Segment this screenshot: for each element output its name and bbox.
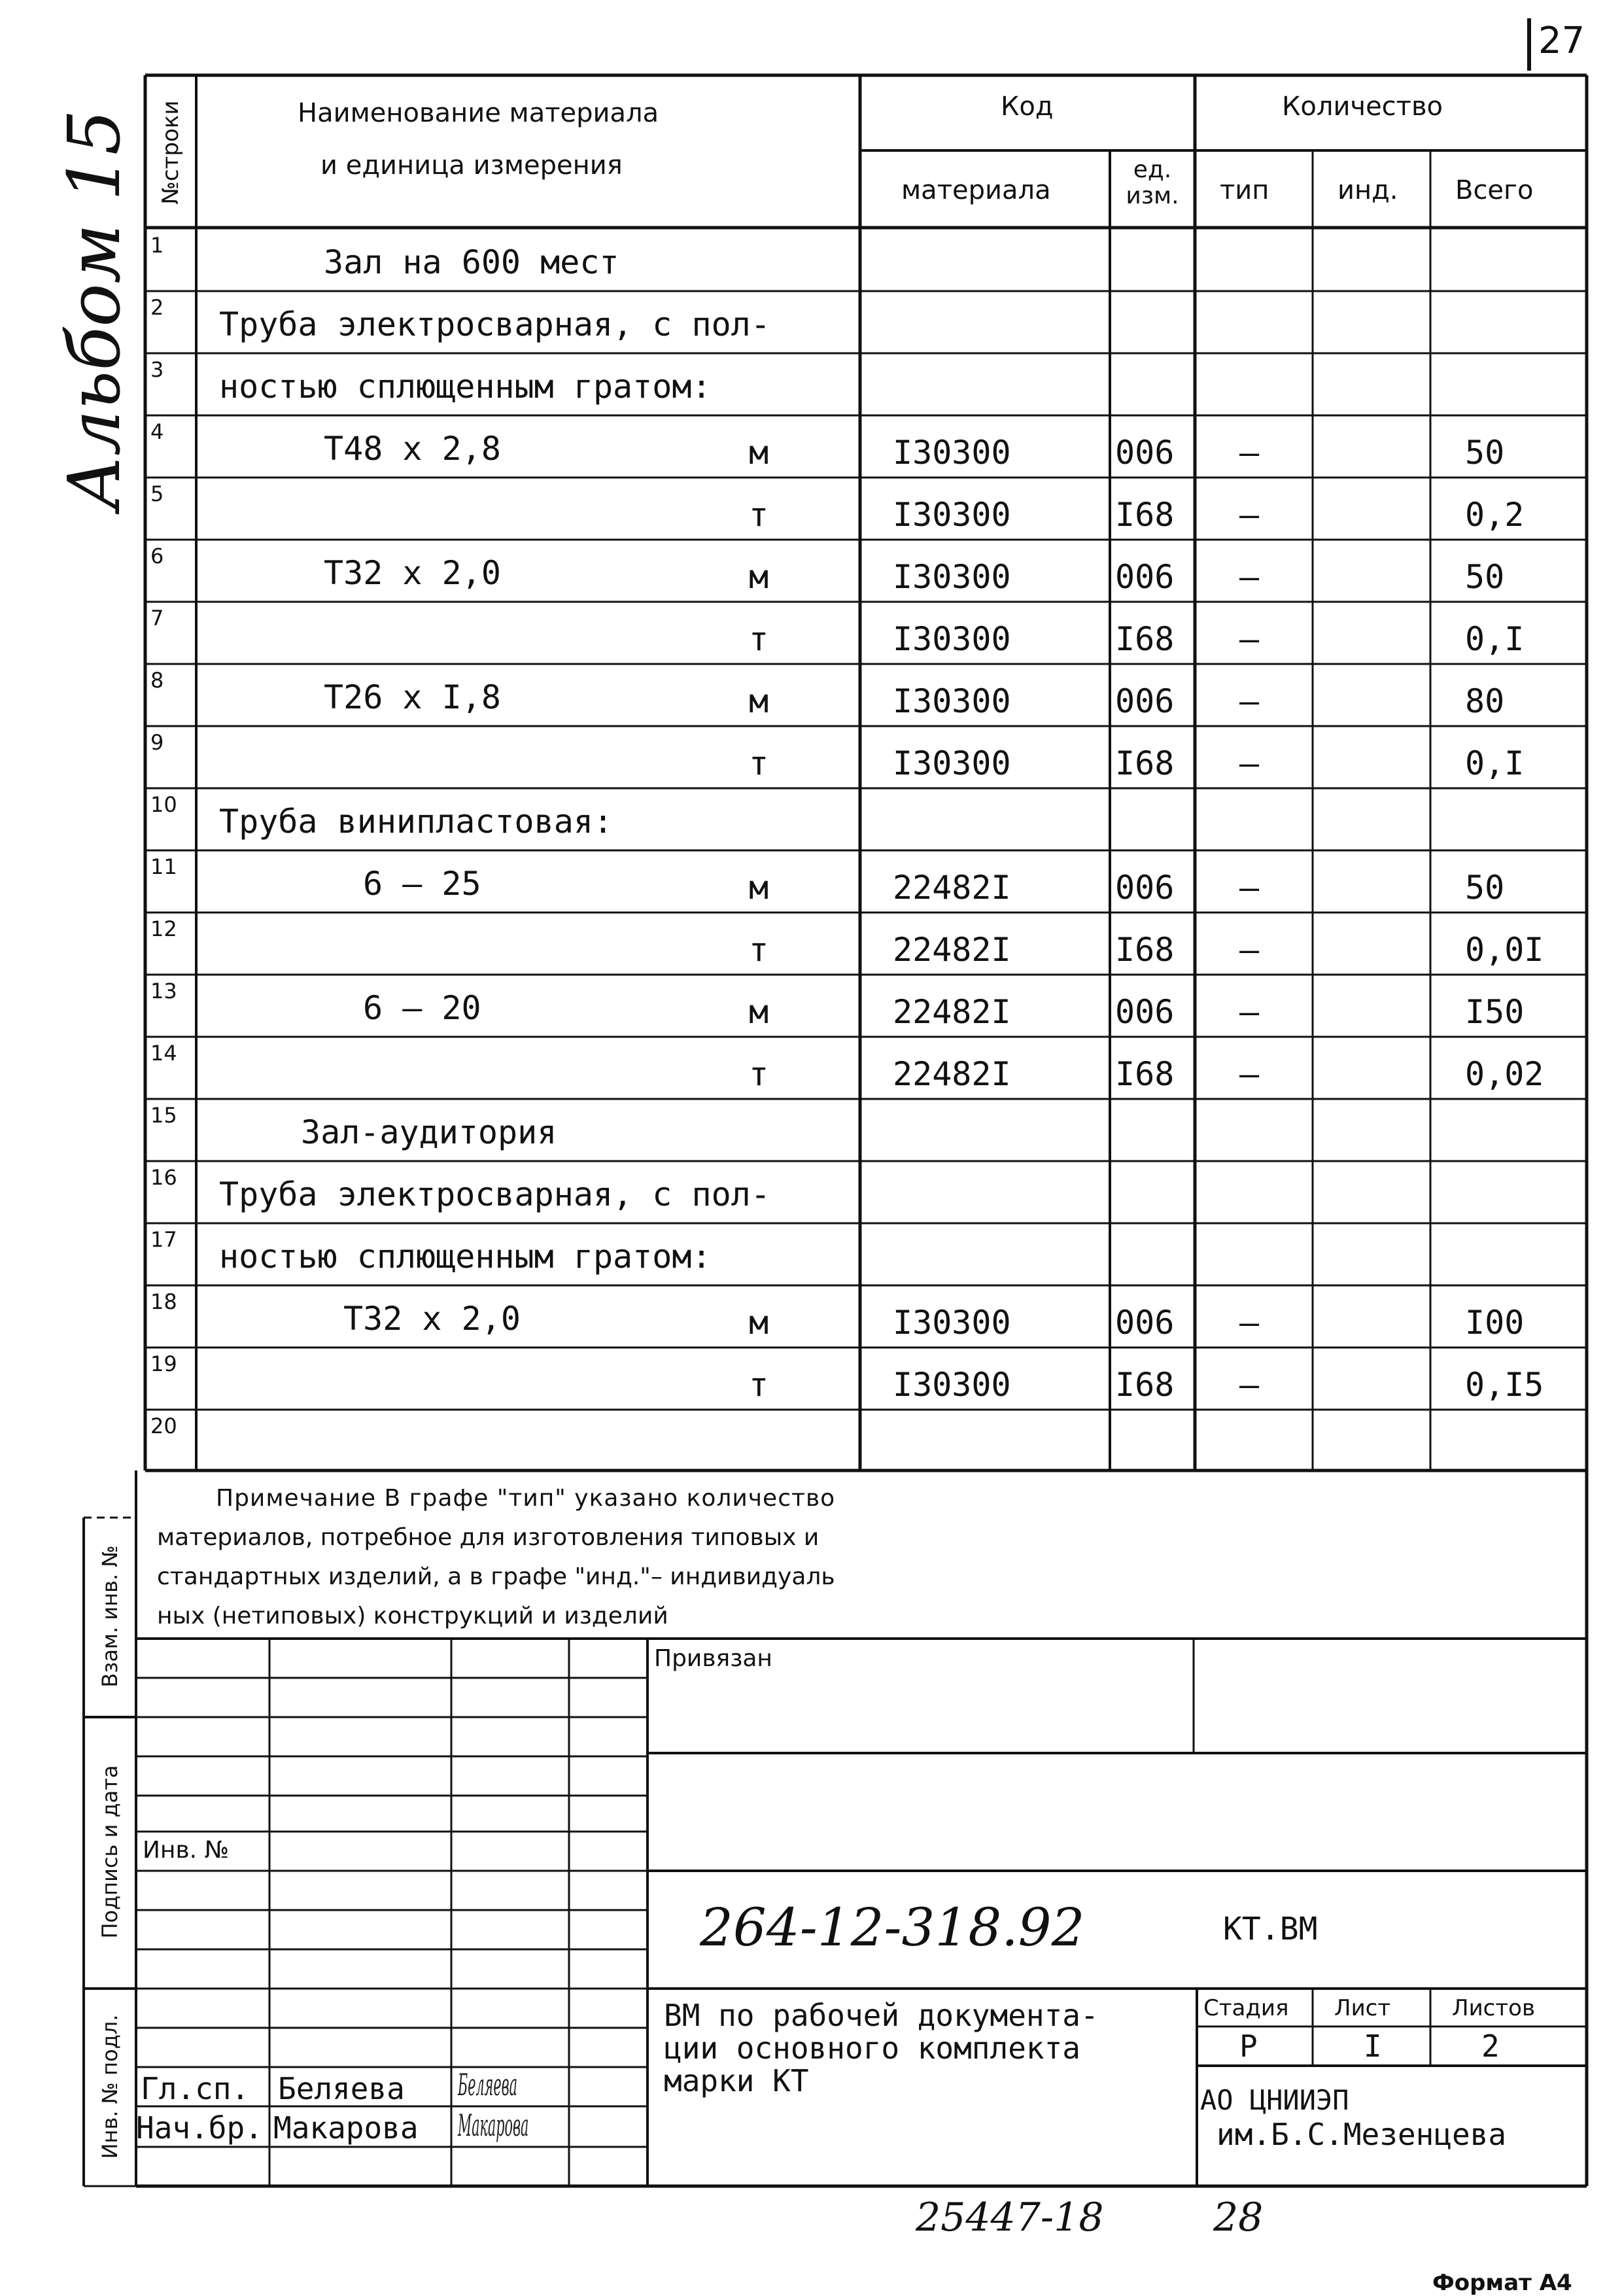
row-unit-code: 006 — [1115, 869, 1175, 907]
row-unit: м — [749, 993, 769, 1031]
row-material-code: 22482I — [893, 869, 1011, 907]
row-number: 12 — [150, 916, 177, 941]
row-type: – — [1239, 434, 1260, 472]
title-line1: ВМ по рабочей документа- — [664, 1998, 1099, 2033]
row-number: 6 — [150, 544, 164, 568]
row-material-code: 22482I — [893, 931, 1011, 969]
row-name: ностью сплющенным гратом: — [219, 368, 712, 406]
stage-value: Р — [1239, 2028, 1258, 2064]
row-unit-code: I68 — [1115, 931, 1175, 969]
row-total: 0,I — [1465, 620, 1525, 658]
note-line4: ных (нетиповых) конструкций и изделий — [157, 1603, 668, 1629]
row-type: – — [1239, 993, 1260, 1031]
sheets-value: 2 — [1481, 2028, 1500, 2064]
row-number: 15 — [150, 1103, 177, 1128]
album-note: Альбом 15 — [52, 109, 136, 510]
row-unit: м — [749, 682, 769, 720]
row-unit-code: I68 — [1115, 496, 1175, 534]
row-name: Т32 х 2,0 — [343, 1300, 521, 1338]
role-gl-sp: Гл.сп. — [141, 2071, 250, 2106]
row-name: Зал-аудитория — [301, 1113, 557, 1151]
note-line1: Примечание В графе "тип" указано количество — [216, 1485, 836, 1512]
row-name: Т48 х 2,8 — [324, 430, 501, 468]
row-number: 14 — [150, 1041, 177, 1066]
vzam-label: Взам. инв. № — [97, 1545, 122, 1688]
row-number: 19 — [150, 1351, 177, 1376]
bottom-number-left: 25447-18 — [916, 2195, 1104, 2240]
row-material-code: I30300 — [893, 1366, 1011, 1404]
name-header-line2: и единица измерения — [320, 150, 623, 181]
row-unit: т — [749, 496, 769, 534]
quantity-header: Количество — [1282, 92, 1443, 122]
sheet-label: Лист — [1334, 1995, 1391, 2021]
signature-makarova — [458, 2108, 615, 2143]
total-header: Всего — [1455, 175, 1534, 205]
code-header: Код — [1001, 92, 1054, 122]
org-line1: АО ЦНИИЭП — [1200, 2084, 1349, 2116]
row-unit: т — [749, 931, 769, 969]
row-unit: т — [749, 1055, 769, 1093]
ind-header: инд. — [1337, 175, 1398, 205]
type-header: тип — [1220, 175, 1269, 205]
note-line2: материалов, потребное для изготовления типовых и — [157, 1524, 820, 1551]
row-type: – — [1239, 869, 1260, 907]
row-total: 0,02 — [1465, 1055, 1544, 1093]
row-total: I50 — [1465, 993, 1525, 1031]
row-unit: м — [749, 1304, 769, 1342]
row-total: 50 — [1465, 869, 1505, 907]
row-unit-code: 006 — [1115, 558, 1175, 596]
row-total: I00 — [1465, 1304, 1525, 1342]
row-number: 2 — [150, 295, 164, 320]
row-name: Зал на 600 мест — [324, 243, 619, 281]
row-type: – — [1239, 1055, 1260, 1093]
row-material-code: 22482I — [893, 993, 1011, 1031]
row-total: 0,0I — [1465, 931, 1544, 969]
row-number: 11 — [150, 854, 177, 879]
sheet-value: I — [1364, 2028, 1382, 2064]
row-unit: м — [749, 869, 769, 907]
row-unit: т — [749, 1366, 769, 1404]
row-unit-code: I68 — [1115, 1055, 1175, 1093]
row-unit-code: 006 — [1115, 682, 1175, 720]
row-no-header: №строки — [158, 100, 184, 205]
row-number: 13 — [150, 979, 177, 1003]
row-number: 5 — [150, 481, 164, 506]
row-unit-code: 006 — [1115, 993, 1175, 1031]
row-number: 3 — [150, 357, 164, 382]
row-number: 18 — [150, 1289, 177, 1314]
row-name: Т32 х 2,0 — [324, 554, 501, 592]
row-material-code: I30300 — [893, 434, 1011, 472]
row-number: 10 — [150, 792, 177, 817]
row-unit-code: I68 — [1115, 744, 1175, 782]
podpis-label: Подпись и дата — [97, 1765, 122, 1939]
page-number: 27 — [1538, 20, 1585, 62]
row-unit-code: 006 — [1115, 434, 1175, 472]
row-total: 0,I5 — [1465, 1366, 1544, 1404]
row-name: Труба электросварная, с пол- — [219, 305, 770, 343]
row-number: 7 — [150, 606, 164, 631]
title-line2: ции основного комплекта — [664, 2030, 1080, 2066]
row-name: ностью сплющенным гратом: — [219, 1238, 712, 1276]
role-nach-br: Нач.бр. — [136, 2110, 263, 2146]
name-belyaeva: Беляева — [278, 2071, 405, 2106]
bottom-number-right: 28 — [1213, 2195, 1264, 2240]
name-header-line1: Наименование материала — [298, 98, 659, 128]
row-total: 50 — [1465, 434, 1505, 472]
row-total: 0,I — [1465, 744, 1525, 782]
row-material-code: I30300 — [893, 682, 1011, 720]
row-type: – — [1239, 682, 1260, 720]
row-type: – — [1239, 1304, 1260, 1342]
row-number: 4 — [150, 419, 164, 444]
row-type: – — [1239, 558, 1260, 596]
row-unit: м — [749, 434, 769, 472]
row-total: 0,2 — [1465, 496, 1525, 534]
row-number: 1 — [150, 233, 164, 258]
doc-mark: КТ.ВМ — [1223, 1911, 1318, 1947]
format-label: Формат А4 — [1432, 2270, 1572, 2296]
row-unit: м — [749, 558, 769, 596]
row-number: 17 — [150, 1227, 177, 1252]
row-unit-code: I68 — [1115, 620, 1175, 658]
signature-makarova-text: Макарова — [458, 2108, 529, 2143]
row-number: 8 — [150, 668, 164, 693]
inv-no-label: Инв. № — [143, 1837, 230, 1864]
unit-header: ед. изм. — [1126, 156, 1179, 209]
row-unit: т — [749, 744, 769, 782]
signature-belyaeva — [458, 2067, 590, 2102]
row-name: Труба винипластовая: — [219, 803, 613, 841]
row-name: Т26 х I,8 — [324, 678, 501, 716]
note-line3: стандартных изделий, а в графе "инд."– индивидуаль — [157, 1563, 835, 1590]
privyazan-label: Привязан — [654, 1645, 772, 1672]
row-name: 6 – 25 — [363, 865, 481, 903]
title-line3: марки КТ — [664, 2063, 809, 2098]
row-number: 9 — [150, 730, 164, 755]
row-material-code: I30300 — [893, 496, 1011, 534]
row-material-code: I30300 — [893, 620, 1011, 658]
row-number: 16 — [150, 1165, 177, 1190]
row-type: – — [1239, 496, 1260, 534]
row-material-code: I30300 — [893, 1304, 1011, 1342]
inv-podl-label: Инв. № подл. — [97, 2014, 122, 2159]
row-type: – — [1239, 1366, 1260, 1404]
row-type: – — [1239, 744, 1260, 782]
sheets-label: Листов — [1452, 1995, 1536, 2021]
row-name: 6 – 20 — [363, 989, 481, 1027]
row-material-code: 22482I — [893, 1055, 1011, 1093]
row-name: Труба электросварная, с пол- — [219, 1175, 770, 1213]
row-unit-code: I68 — [1115, 1366, 1175, 1404]
row-unit: т — [749, 620, 769, 658]
row-total: 80 — [1465, 682, 1505, 720]
doc-code-handwritten: 264-12-318.92 — [700, 1897, 1085, 1958]
row-material-code: I30300 — [893, 744, 1011, 782]
signature-belyaeva-text: Беляева — [458, 2067, 517, 2102]
row-number: 20 — [150, 1414, 177, 1438]
row-unit-code: 006 — [1115, 1304, 1175, 1342]
name-makarova: Макарова — [273, 2110, 419, 2146]
row-material-code: I30300 — [893, 558, 1011, 596]
row-type: – — [1239, 620, 1260, 658]
material-header: материала — [901, 175, 1051, 205]
stage-label: Стадия — [1203, 1995, 1289, 2021]
row-total: 50 — [1465, 558, 1505, 596]
org-line2: им.Б.С.Мезенцева — [1216, 2117, 1507, 2152]
row-type: – — [1239, 931, 1260, 969]
